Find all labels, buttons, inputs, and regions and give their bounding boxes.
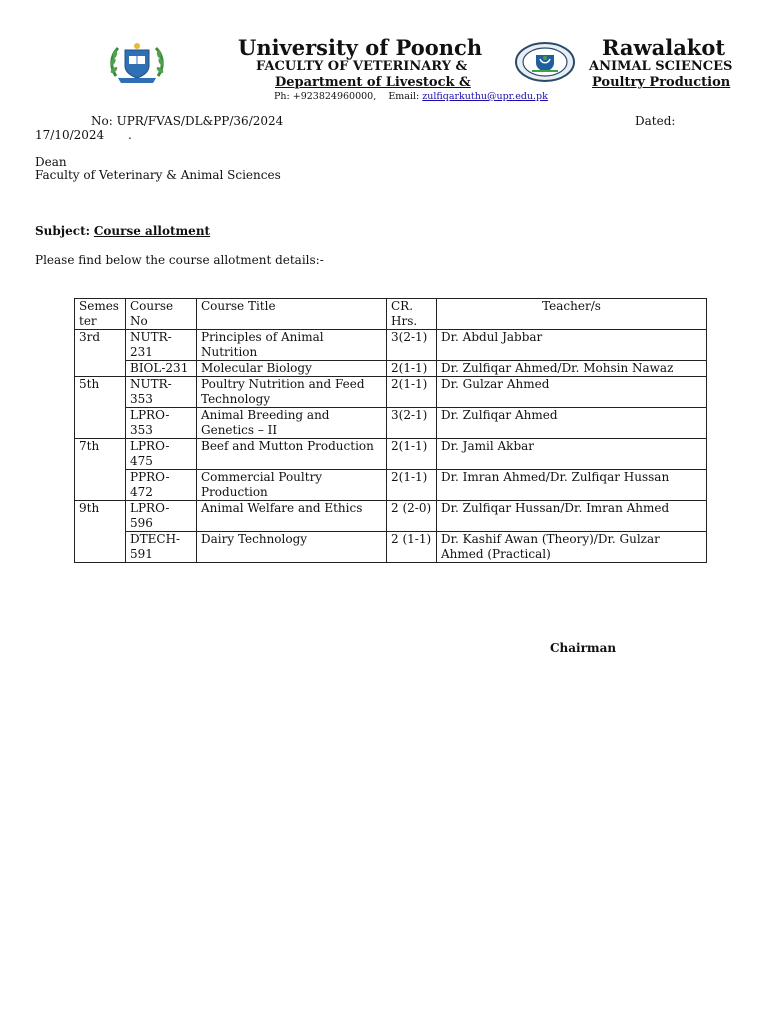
cell-semester: 9th [75,501,126,563]
cell-teachers: Dr. Jamil Akbar [437,439,707,470]
cell-teachers: Dr. Zulfiqar Hussan/Dr. Imran Ahmed [437,501,707,532]
cell-credit-hours: 2(1-1) [387,439,437,470]
subject-text: Course allotment [93,224,211,238]
table-header-row [75,299,707,330]
cell-course-no: NUTR-353 [126,377,197,408]
cell-teachers: Dr. Abdul Jabbar [437,330,707,361]
cell-credit-hours: 2 (2-0) [387,501,437,532]
header-course-title: Course Title [197,299,387,330]
cell-course-title: Dairy Technology [197,532,387,563]
cell-course-no: NUTR-231 [126,330,197,361]
table-row [75,377,707,408]
university-name: University of Poonch [238,35,483,60]
dated-label: Dated: [635,114,676,128]
email-link[interactable]: zulfiqarkuthu@upr.edu.pk [422,91,548,102]
university-crest-logo [106,40,168,86]
cell-semester: 5th [75,377,126,439]
phone-number: Ph: +923824960000, [274,91,377,102]
subject-line [35,224,210,238]
addressee-faculty: Faculty of Veterinary & Animal Sciences [35,168,281,182]
table-row [75,501,707,532]
cell-course-no: LPRO-596 [126,501,197,532]
cell-credit-hours: 2(1-1) [387,361,437,377]
cell-course-title: Commercial Poultry Production [197,470,387,501]
cell-semester: 3rd [75,330,126,377]
cell-teachers: Dr. Zulfiqar Ahmed [437,408,707,439]
signature-title: Chairman [550,641,617,655]
header-course-no: Course No [126,299,197,330]
cell-credit-hours: 3(2-1) [387,408,437,439]
faculty-name-right: ANIMAL SCIENCES [589,59,733,74]
date-trailer: . [128,128,132,142]
cell-course-no: PPRO-472 [126,470,197,501]
cell-credit-hours: 2 (1-1) [387,532,437,563]
cell-course-title: Animal Welfare and Ethics [197,501,387,532]
email-label: Email: [388,91,420,102]
contact-line [274,91,548,102]
city-name: Rawalakot [602,35,726,60]
header-credit-hours: CR. Hrs. [387,299,437,330]
cell-course-no: LPRO-475 [126,439,197,470]
cell-credit-hours: 2(1-1) [387,470,437,501]
intro-text: Please find below the course allotment details:- [35,253,324,267]
cell-teachers: Dr. Zulfiqar Ahmed/Dr. Mohsin Nawaz [437,361,707,377]
table-row [75,439,707,470]
cell-credit-hours: 3(2-1) [387,330,437,361]
header-teachers: Teacher/s [437,299,707,330]
cell-course-no: LPRO-353 [126,408,197,439]
cell-credit-hours: 2(1-1) [387,377,437,408]
table-row [75,470,707,501]
course-allotment-table [74,298,707,563]
table-row [75,408,707,439]
faculty-name-left: FACULTY OF VETERINARY & [256,59,468,74]
cell-course-title: Animal Breeding and Genetics – II [197,408,387,439]
cell-teachers: Dr. Imran Ahmed/Dr. Zulfiqar Hussan [437,470,707,501]
cell-teachers: Dr. Kashif Awan (Theory)/Dr. Gulzar Ahmed (Practical) [437,532,707,563]
subject-label: Subject: [35,224,91,238]
table-row [75,532,707,563]
cell-course-no: BIOL-231 [126,361,197,377]
table-row [75,361,707,377]
reference-number: No: UPR/FVAS/DL&PP/36/2024 [91,114,284,128]
cell-course-title: Molecular Biology [197,361,387,377]
cell-semester: 7th [75,439,126,501]
cell-course-title: Beef and Mutton Production [197,439,387,470]
cell-course-title: Poultry Nutrition and Feed Technology [197,377,387,408]
addressee-title: Dean [35,155,67,169]
department-name-right: Poultry Production [592,75,731,90]
header-semester: Semes ter [75,299,126,330]
letter-date: 17/10/2024 [35,128,105,142]
faculty-crest-logo [514,41,576,83]
cell-teachers: Dr. Gulzar Ahmed [437,377,707,408]
cell-course-title: Principles of Animal Nutrition [197,330,387,361]
table-row [75,330,707,361]
department-name-left: Department of Livestock & [275,75,471,90]
cell-course-no: DTECH-591 [126,532,197,563]
